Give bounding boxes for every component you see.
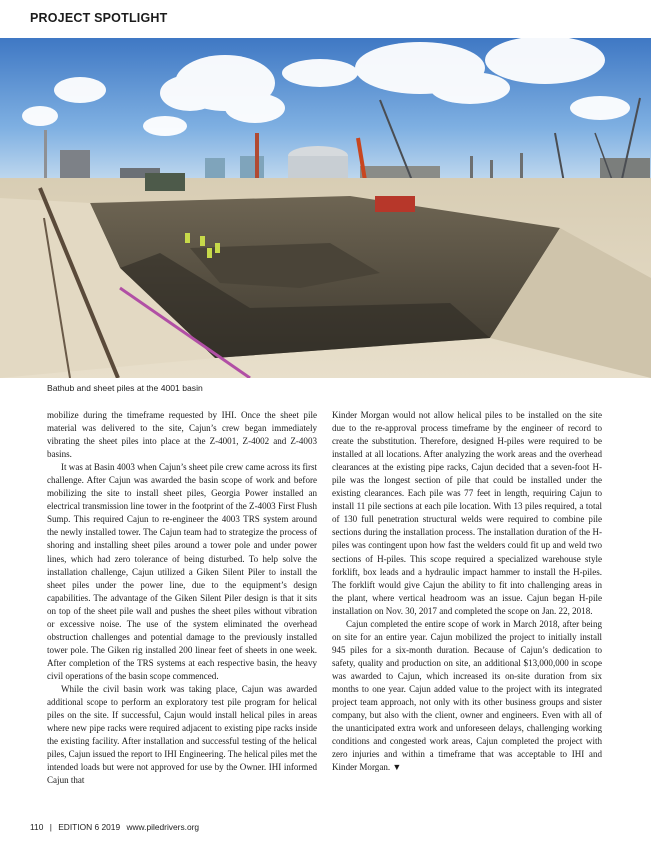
paragraph: While the civil basin work was taking place, Cajun was awarded additional scope to perform an exploratory test pile program for helical piles on the site. If successful, Cajun would install helical piles in areas where new pipe racks were required adjacent to existing pipe racks inside the existing facility. After installation and successful testing of the helical piles, Cajun issued the report to IHI Engineering. The helical piles met the intended loads but were not approved for use by the Owner. IHI informed Cajun that <box>47 683 317 786</box>
page-footer <box>30 822 203 832</box>
paragraph: It was at Basin 4003 when Cajun’s sheet pile crew came across its first challenge. After Cajun was awarded the basin scope of work and before mobilizing the site to install sheet piles, Georgia Power installed an electrical transmission line tower in the footprint of the Z-4003 First Flush Sump. This required Cajun to re-engineer the 4003 TRS system around the newly installed tower. The Cajun team had to strategize the process of shoring and installing sheet piles around a tower pole and under power lines, which had zero tolerance of being disturbed. To help solve the installation challenge, Cajun utilized a Giken Silent Piler to install the sheet piles under the power line, due to the equipment’s design capabilities. The advantage of the Giken Silent Piler design is that it sits on top of the sheet pile wall and pushes the sheet piles without vibration or excessive noise. The use of the system eliminated the overhead obstruction challenges and potential damage to the previously installed tower pole. The Giken rig installed 200 linear feet of sheets in one week. After completion of the TRS systems at each respective basin, the heavy civil operations of the basin scope commenced. <box>47 462 318 681</box>
edition-label: EDITION 6 2019 <box>58 822 121 832</box>
paragraph: mobilize during the timeframe requested by IHI. Once the sheet pile material was delivered to the site, Cajun’s crew began immediately vibrating the sheet piles into place at the Z-4001, Z-4002 and Z-4003 basins. <box>47 410 317 460</box>
website-link[interactable]: www.piledrivers.org <box>126 822 200 832</box>
section-header: PROJECT SPOTLIGHT <box>30 11 168 25</box>
construction-photo <box>0 38 651 378</box>
article-column-right <box>332 409 602 774</box>
article-column-left <box>47 409 317 787</box>
paragraph: Cajun completed the entire scope of work in March 2018, after being on site for an entire year. Cajun mobilized the project to initially install 945 piles for a six-month duration. Because of Cajun’s dedication to safety, quality and production on site, an additional $13,000,000 in scope was awarded to Cajun, which increased its on-site duration from six months to one year. Cajun added value to the project with its integrated project team approach, not only with its other business groups and sister company, but also with the client, owner and engineers. Even with all of the unanticipated extra work and unforeseen delays, challenging working conditions and congested work areas, Cajun completed the project with zero injuries and within a timeframe that was acceptable to IHI and Kinder Morgan. ▼ <box>332 618 602 773</box>
page-number: 110 <box>30 822 44 832</box>
paragraph: Kinder Morgan would not allow helical piles to be installed on the site due to the re-approval process timeframe by the engineer of record to create the substitution. Therefore, designed H-piles were required to be installed at all locations. After analyzing the work areas and the overhead clearances at the existing pipe racks, Cajun decided that a seven-foot H-pile was the longest section of pile that could be installed under the existing clearances. Each pile was 77 feet in length, requiring Cajun to install 11 pile sections at each pile location. With 13 piles required, a total of 130 full penetration structural welds were required to combine pile sections during the installation process. The installation duration of the H-piles was contingent upon how fast the welders could fit up and weld two sections of H-piles. This scope required a specialized warehouse style forklift, box leads and a hydraulic impact hammer to install the H-piles. The forklift would give Cajun the ability to fit into challenging areas in the plant, where vertical headroom was an issue. Cajun began H-pile installation on Nov. 30, 2017 and completed the scope on Jan. 22, 2018. <box>332 410 602 616</box>
footer-separator: | <box>49 822 52 832</box>
photo-caption: Bathub and sheet piles at the 4001 basin <box>47 383 203 393</box>
